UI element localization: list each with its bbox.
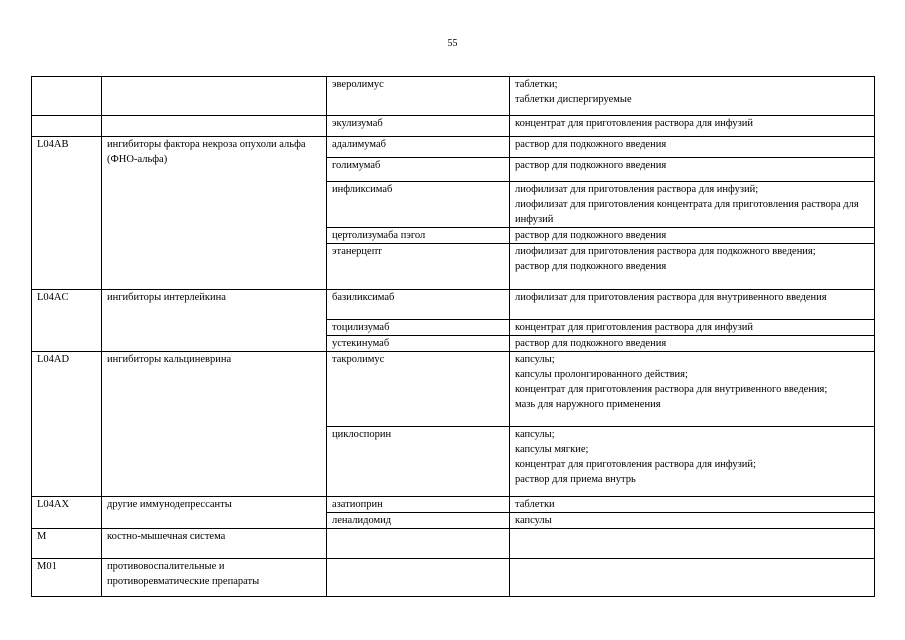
atc-code-cell (32, 116, 102, 137)
drug-name-cell: тоцилизумаб (327, 320, 510, 336)
drug-name-cell: базиликсимаб (327, 290, 510, 320)
drug-name-cell (327, 529, 510, 559)
atc-code-cell: M (32, 529, 102, 559)
atc-code-cell: M01 (32, 559, 102, 597)
drug-name-cell (327, 559, 510, 597)
atc-code-cell: L04AD (32, 352, 102, 497)
table-row (32, 77, 875, 116)
dosage-forms-cell: лиофилизат для приготовления раствора для подкожного введения; раствор для подкожного введения (510, 244, 875, 290)
drug-name-cell: голимумаб (327, 158, 510, 182)
group-name-cell (102, 77, 327, 116)
table-row (32, 137, 875, 158)
drug-name-cell: инфликсимаб (327, 182, 510, 228)
dosage-forms-cell: таблетки; таблетки диспергируемые (510, 77, 875, 116)
dosage-forms-cell: таблетки (510, 497, 875, 513)
dosage-forms-cell (510, 559, 875, 597)
dosage-forms-cell: капсулы (510, 513, 875, 529)
drug-name-cell: азатиоприн (327, 497, 510, 513)
group-name-cell: ингибиторы кальциневрина (102, 352, 327, 497)
dosage-forms-cell: лиофилизат для приготовления раствора для внутривенного введения (510, 290, 875, 320)
drug-name-cell: устекинумаб (327, 336, 510, 352)
dosage-forms-cell: капсулы; капсулы пролонгированного действия; концентрат для приготовления раствора для внутривенного введения; мазь для наружного применения (510, 352, 875, 427)
dosage-forms-cell (510, 529, 875, 559)
atc-code-cell (32, 77, 102, 116)
atc-code-cell: L04AC (32, 290, 102, 352)
dosage-forms-cell: лиофилизат для приготовления раствора для инфузий; лиофилизат для приготовления концентрата для приготовления раствора для инфузий (510, 182, 875, 228)
group-name-cell: противовоспалительные и противоревматические препараты (102, 559, 327, 597)
drug-name-cell: эверолимус (327, 77, 510, 116)
drug-name-cell: циклоспорин (327, 427, 510, 497)
drug-name-cell: такролимус (327, 352, 510, 427)
group-name-cell: другие иммунодепрессанты (102, 497, 327, 529)
group-name-cell (102, 116, 327, 137)
drug-name-cell: леналидомид (327, 513, 510, 529)
group-name-cell: ингибиторы интерлейкина (102, 290, 327, 352)
page-number: 55 (447, 38, 458, 49)
dosage-forms-cell: раствор для подкожного введения (510, 336, 875, 352)
dosage-forms-cell: концентрат для приготовления раствора для инфузий (510, 116, 875, 137)
dosage-forms-cell: концентрат для приготовления раствора для инфузий (510, 320, 875, 336)
dosage-forms-cell: раствор для подкожного введения (510, 158, 875, 182)
table-row (32, 559, 875, 597)
dosage-forms-cell: капсулы; капсулы мягкие; концентрат для приготовления раствора для инфузий; раствор для приема внутрь (510, 427, 875, 497)
dosage-forms-cell: раствор для подкожного введения (510, 137, 875, 158)
group-name-cell: костно-мышечная система (102, 529, 327, 559)
drug-name-cell: адалимумаб (327, 137, 510, 158)
table-row (32, 497, 875, 513)
table-row (32, 529, 875, 559)
group-name-cell: ингибиторы фактора некроза опухоли альфа (ФНО-альфа) (102, 137, 327, 290)
drug-name-cell: экулизумаб (327, 116, 510, 137)
atc-code-cell: L04AB (32, 137, 102, 290)
drug-name-cell: этанерцепт (327, 244, 510, 290)
table-row (32, 352, 875, 427)
drug-name-cell: цертолизумаба пэгол (327, 228, 510, 244)
atc-code-cell: L04AX (32, 497, 102, 529)
dosage-forms-cell: раствор для подкожного введения (510, 228, 875, 244)
drug-classification-table (31, 76, 875, 597)
table-row (32, 116, 875, 137)
table-row (32, 290, 875, 320)
